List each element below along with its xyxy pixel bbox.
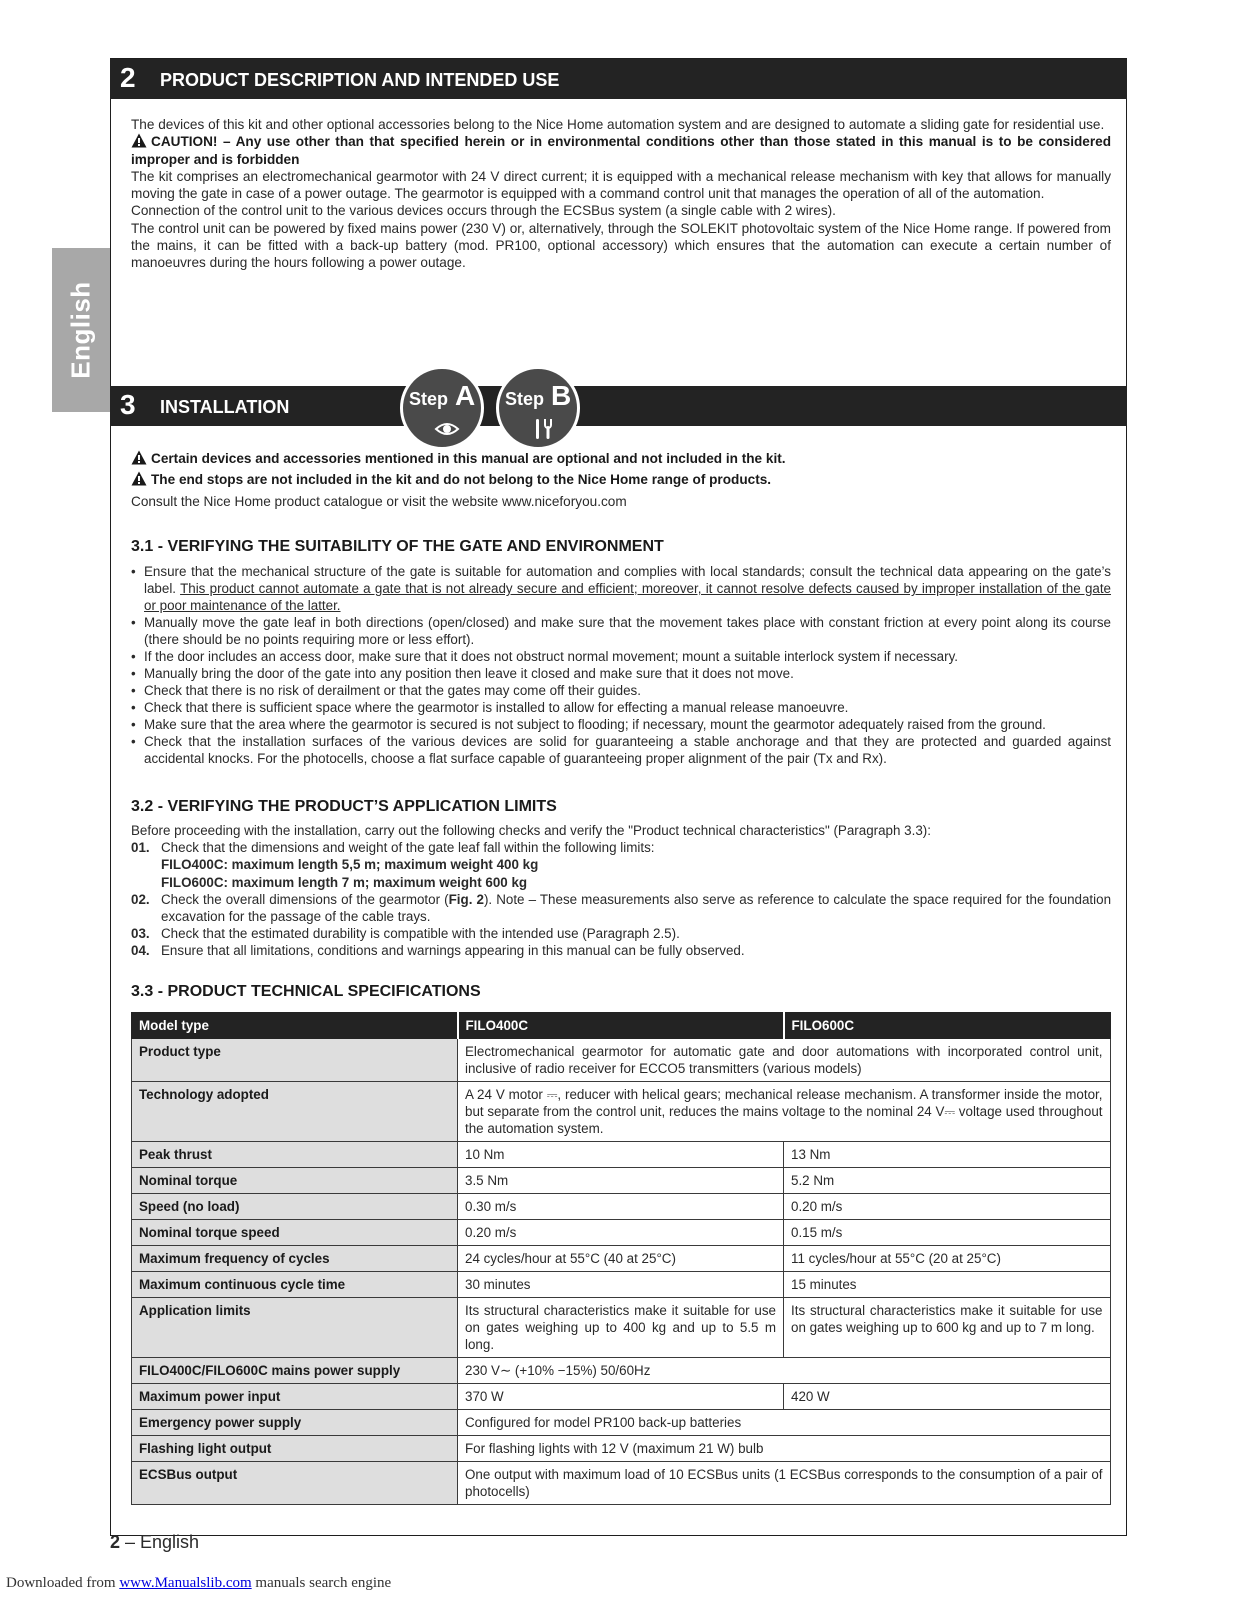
- section-title: PRODUCT DESCRIPTION AND INTENDED USE: [160, 70, 560, 90]
- list-item: • Check that there is no risk of derailment or that the gates may come off their guides.: [131, 682, 1111, 699]
- section-3-intro: [131, 450, 1111, 510]
- application-limits-steps: [131, 822, 1111, 960]
- section-number: 2: [120, 62, 136, 93]
- steps-intro: Before proceeding with the installation, carry out the following checks and verify the "Product technical characteristics" (Paragraph 3.3):: [131, 823, 931, 838]
- step-letter: A: [455, 380, 476, 411]
- paragraph: Connection of the control unit to the various devices occurs through the ECSBus system (a single cable with 2 wires).: [131, 203, 836, 219]
- eye-icon: [434, 416, 460, 442]
- download-notice: Downloaded from www.Manualslib.com manuals search engine: [6, 1575, 392, 1591]
- warning-paragraph: [131, 471, 1111, 488]
- warning-icon: [131, 133, 147, 148]
- suitability-checklist: [131, 563, 1111, 767]
- technical-specifications-table: [131, 1012, 1111, 1505]
- table-row: Product type Electromechanical gearmotor for automatic gate and door automations with incorporated control unit, inclusive of radio receiver for ECCO5 transmitters (various models): [132, 1039, 1111, 1082]
- list-item: • Check that there is sufficient space where the gearmotor is installed to allow for effecting a manual release manoeuvre.: [131, 699, 1111, 716]
- list-item: • Manually move the gate leaf in both directions (open/closed) and make sure that the movement takes place with constant friction at every point along its course (there should be no points requiring more or less effort).: [131, 614, 1111, 648]
- table-row: Peak thrust 10 Nm 13 Nm: [132, 1142, 1111, 1168]
- warning-icon: [131, 471, 147, 486]
- warning-icon: [131, 450, 147, 465]
- step-item: 03. Check that the estimated durability is compatible with the intended use (Paragraph 2.5).: [131, 926, 680, 942]
- step-a-badge: [400, 366, 484, 450]
- step-item: 04. Ensure that all limitations, conditions and warnings appearing in this manual can be fully observed.: [131, 943, 745, 959]
- table-row: Speed (no load) 0.30 m/s 0.20 m/s: [132, 1194, 1111, 1220]
- list-item: • Manually bring the door of the gate into any position then leave it closed and make sure that it does not move.: [131, 665, 1111, 682]
- paragraph: The control unit can be powered by fixed mains power (230 V) or, alternatively, through the SOLEKIT photovoltaic system of the Nice Home range. If powered from the mains, it can be fitted with a back-up battery (mod. PR100, optional accessory) which ensures that the automation can execute a certain number of manoeuvres during the hours following a power outage.: [131, 220, 1111, 271]
- tools-icon: [530, 416, 556, 442]
- header-cell: FILO600C: [784, 1013, 1111, 1039]
- table-row: Emergency power supply Configured for model PR100 back-up batteries: [132, 1410, 1111, 1436]
- section-number: 3: [120, 389, 136, 420]
- list-item: • If the door includes an access door, make sure that it does not obstruct normal movement; mount a suitable interlock system if necessary.: [131, 648, 1111, 665]
- section-title: INSTALLATION: [160, 397, 290, 417]
- step-word: Step: [409, 389, 449, 409]
- list-item: • Ensure that the mechanical structure of the gate is suitable for automation and complies with local standards; consult the technical data appearing on the gate’s label. This product cannot automate a gate that is not already secure and efficient; moreover, it cannot resolve defects caused by improper installation of the gate or poor maintenance of the latter.: [131, 563, 1111, 614]
- consult-paragraph: Consult the Nice Home product catalogue or visit the website www.niceforyou.com: [131, 493, 627, 509]
- list-item: • Make sure that the area where the gearmotor is secured is not subject to flooding; if necessary, mount the gearmotor adequately raised from the ground.: [131, 716, 1111, 733]
- table-row: Maximum frequency of cycles 24 cycles/hour at 55°C (40 at 25°C) 11 cycles/hour at 55°C (20 at 25°C): [132, 1246, 1111, 1272]
- page-footer: [110, 1532, 199, 1553]
- table-row: FILO400C/FILO600C mains power supply 230 V∼ (+10% −15%) 50/60Hz: [132, 1358, 1111, 1384]
- header-cell: FILO400C: [458, 1013, 784, 1039]
- table-row: Maximum continuous cycle time 30 minutes 15 minutes: [132, 1272, 1111, 1298]
- language-side-tab: [52, 248, 110, 412]
- step-b-badge: [496, 366, 580, 450]
- warning-text: Certain devices and accessories mentioned in this manual are optional and not included in the kit.: [151, 451, 786, 466]
- list-item: • Check that the installation surfaces of the various devices are solid for guaranteeing a stable anchorage and that they are protected and guarded against accidental knocks. For the photocells, choose a flat surface capable of guaranteeing proper alignment of the pair (Tx and Rx).: [131, 733, 1111, 767]
- step-item: 01. Check that the dimensions and weight of the gate leaf fall within the following limits: FILO400C: maximum length 5,5 m; maximum weight 400 kg FILO600C: maximum length 7 m; maximum weight 600 kg: [131, 839, 1111, 891]
- subsection-3-3-title: 3.3 - PRODUCT TECHNICAL SPECIFICATIONS: [131, 983, 481, 1000]
- limit-filo600c: FILO600C: maximum length 7 m; maximum weight 600 kg: [161, 874, 528, 890]
- section-2-body: [131, 116, 1111, 272]
- paragraph: The devices of this kit and other optional accessories belong to the Nice Home automation system and are designed to automate a sliding gate for residential use.: [131, 117, 1105, 132]
- table-row: Nominal torque 3.5 Nm 5.2 Nm: [132, 1168, 1111, 1194]
- table-header-row: [132, 1013, 1111, 1039]
- step-word: Step: [505, 389, 545, 409]
- table-row: Maximum power input 370 W 420 W: [132, 1384, 1111, 1410]
- manualslib-link[interactable]: www.Manualslib.com: [119, 1575, 252, 1591]
- table-row: Nominal torque speed 0.20 m/s 0.15 m/s: [132, 1220, 1111, 1246]
- table-row: Flashing light output For flashing lights with 12 V (maximum 21 W) bulb: [132, 1436, 1111, 1462]
- side-tab-label: English: [65, 281, 96, 379]
- table-row: Technology adopted A 24 V motor ⎓, reducer with helical gears; mechanical release mechanism. A transformer inside the motor, but separate from the control unit, reduces the mains voltage to the nominal 24 V⎓ voltage used throughout the automation system.: [132, 1082, 1111, 1142]
- page-number: 2: [110, 1532, 121, 1552]
- step-item: 02. Check the overall dimensions of the gearmotor (Fig. 2). Note – These measurements also serve as reference to calculate the space required for the foundation excavation for the passage of the cable trays.: [131, 891, 1112, 925]
- header-cell: Model type: [132, 1013, 458, 1039]
- caution-paragraph: [131, 133, 1111, 168]
- section-2-header: [110, 59, 1127, 99]
- limit-filo400c: FILO400C: maximum length 5,5 m; maximum weight 400 kg: [161, 857, 539, 873]
- table-row: ECSBus output One output with maximum load of 10 ECSBus units (1 ECSBus corresponds to the consumption of a pair of photocells): [132, 1462, 1111, 1505]
- subsection-3-2-title: 3.2 - VERIFYING THE PRODUCT’S APPLICATION LIMITS: [131, 798, 557, 815]
- page-language: – English: [120, 1532, 200, 1552]
- paragraph: The kit comprises an electromechanical gearmotor with 24 V direct current; it is equipped with a mechanical release mechanism with key that allows for manually moving the gate in case of a power outage. The gearmotor is equipped with a command control unit that manages the operation of all of the automation.: [131, 168, 1111, 202]
- section-3-header: [110, 386, 1127, 426]
- subsection-3-1-title: 3.1 - VERIFYING THE SUITABILITY OF THE GATE AND ENVIRONMENT: [131, 538, 664, 555]
- table-row: Application limits Its structural characteristics make it suitable for use on gates weighing up to 400 kg and up to 5.5 m long. Its structural characteristics make it suitable for use on gates weighing up to 600 kg and up to 7 m long.: [132, 1298, 1111, 1358]
- warning-text: The end stops are not included in the kit and do not belong to the Nice Home range of products.: [151, 472, 772, 488]
- caution-text: CAUTION! – Any use other than that specified herein or in environmental conditions other than those stated in this manual is to be considered improper and is forbidden: [131, 134, 1111, 167]
- warning-paragraph: [131, 450, 1111, 467]
- step-letter: B: [551, 380, 572, 411]
